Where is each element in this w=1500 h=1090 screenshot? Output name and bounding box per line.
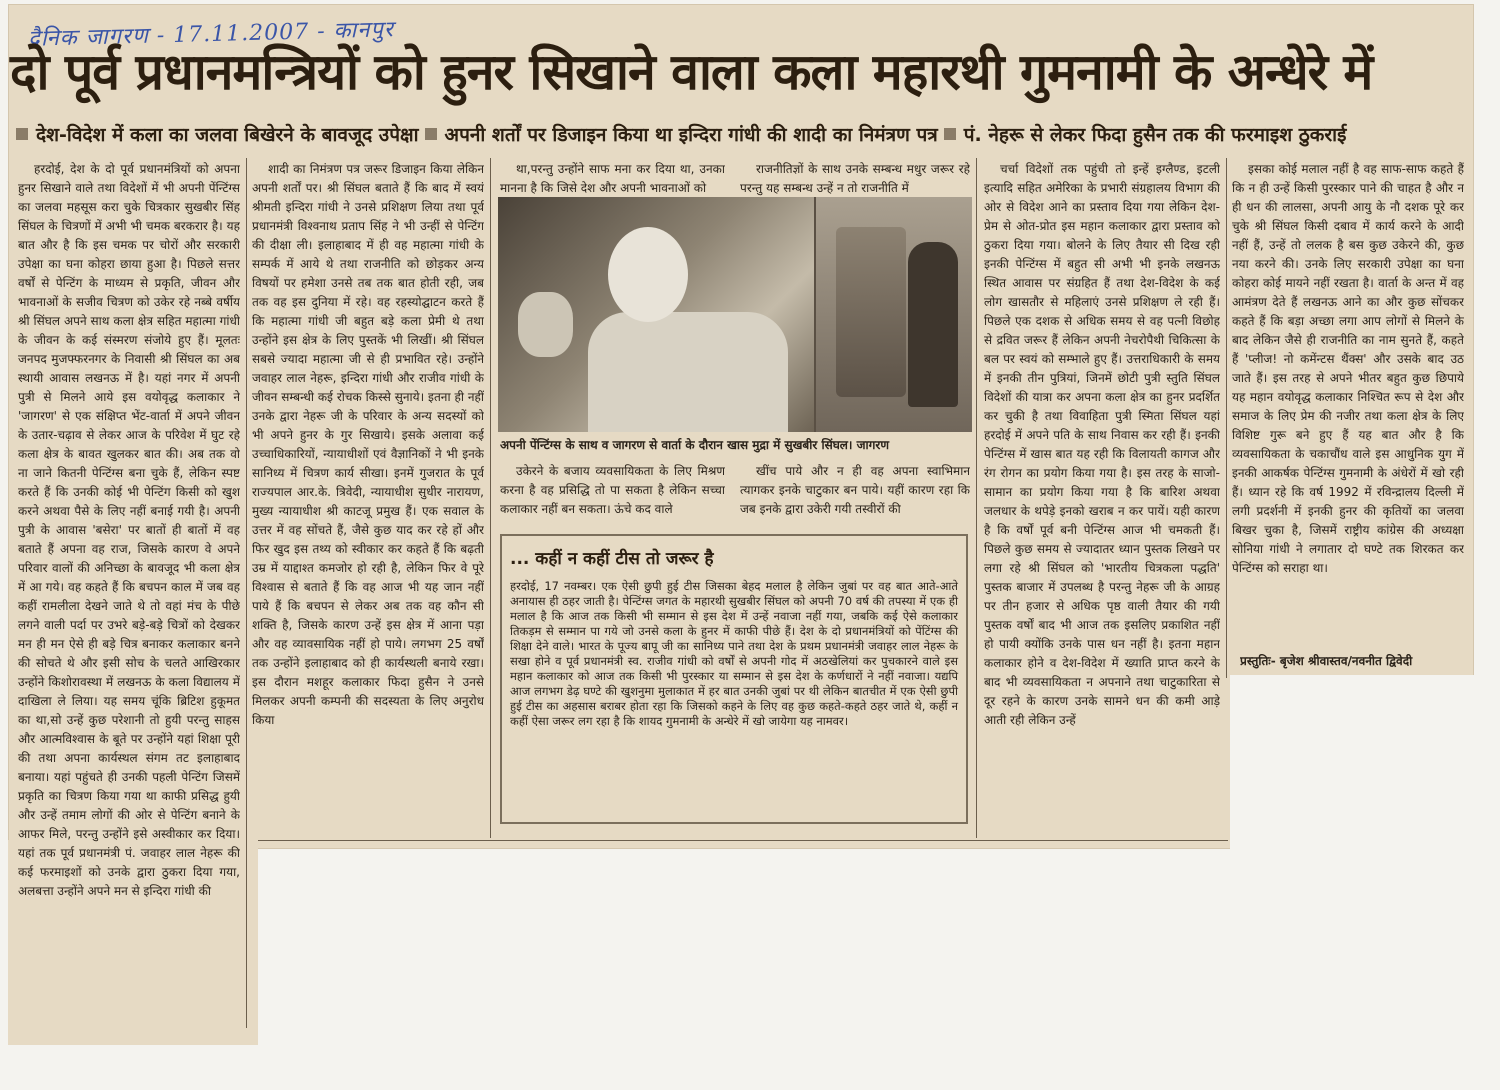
article-column-4-mid [740, 462, 970, 522]
article-column-3-mid [500, 462, 725, 522]
column-3-mid-text: उकेरने के बजाय व्यवसायिकता के लिए मिश्रण करना है वह प्रसिद्धि तो पा सकता है लेकिन सच्चा कलाकार नहीं बन सकता। ऊंचे कद वाले [500, 464, 725, 516]
column-divider [490, 158, 491, 838]
article-column-3-top [500, 160, 725, 196]
column-5-text: चर्चा विदेशों तक पहुंची तो इन्हें इग्लैण्ड, इटली इत्यादि सहित अमेरिका के प्रभारी संग्रहालय विभाग की ओर से विदेश आने का प्रस्ताव दिया गया लेकिन देश-प्रेम से ओत-प्रोत इस महान कलाकार द्वारा प्रस्ताव को ठुकरा दिया गया। बोलने के लिए तैयार सी दिख रही इनकी पेन्टिंग्स में बहुत सी अभी भी इनके लखनऊ स्थित आवास पर संग्रहित हैं तथा देश-विदेश के कई लोग खासतौर से महिलाएं उनसे प्रशिक्षण ले रही हैं। पिछले एक दशक से अधिक समय से वह पत्नी विछोह से द्रवित जरूर हैं लेकिन अपनी नेचरोपैथी चिकित्सा के बल पर स्वयं को सम्भाले हुए हैं। उत्तराधिकारी के समय में इनकी तीन पुत्रियां, जिनमें छोटी पुत्री स्तुति सिंघल विदेशों की यात्रा कर अपना कला क्षेत्र का हुनर प्रदर्शित कर चुकी है तथा विवाहिता पुत्री स्मिता सिंघल यहां हरदोई में अपने पति के साथ निवास कर रही हैं। इनकी पेन्टिंग्स में खास बात यह रही कि विलायती कागज और रंग रोगन का प्रयोग किया गया है। इस तरह के साजो-सामान का प्रयोग किया गया है कि बारिश अथवा जलधार के थपेड़े इनको खराब न कर पायें। यही कारण है कि वर्षों पूर्व बनी पेन्टिंग्स आज भी चमकती हैं। पिछले कुछ समय से ज्यादातर ध्यान पुस्तक लिखने पर लगा रहे श्री सिंघल को 'भारतीय चित्रकला पद्धति' पुस्तक बाजार में उपलब्ध है परन्तु नेहरू जी के आग्रह पर तीन हजार से अधिक पृष्ठ वाली तैयार की गयी पुस्तक वर्षों बाद भी आज तक इसलिए प्रकाशित नहीं हो पायी क्योंकि उनके पास धन नहीं है। इतना महान कलाकार होने व देश-विदेश में ख्याति प्राप्त करने के बाद भी व्यवसायिकता न अपनाने तथा चाटुकारिता से दूर रहने के कारण उनके सामने धन की कमी आड़े आती रही लेकिन उन्हें [984, 162, 1220, 727]
subline-1: देश-विदेश में कला का जलवा बिखेरने के बावजूद उपेक्षा [36, 124, 419, 146]
article-column-1 [18, 160, 240, 1030]
sidebar-box-text: हरदोई, 17 नवम्बर। एक ऐसी छुपी हुई टीस जिसका बेहद मलाल है लेकिन जुबां पर वह बात आते-आते अनायास ही ठहर जाती है। पेन्टिंग्स जगत के महारथी सुखबीर सिंघल को अपनी 70 वर्ष की तपस्या में एक ही मलाल है कि आज तक किसी भी सम्मान से इस देश में उन्हें नवाजा नहीं गया, जबकि कई ऐसे कलाकार तिकड़म से सम्मान पा गये जो उनसे कला के हुनर में काफी पीछे हैं। देश के दो प्रधानमंत्रियों को पेंटिंग्स की शिक्षा देने वाले। भारत के पूज्य बापू जी का सानिध्य पाने तथा देश के प्रथम प्रधानमंत्री जवाहर लाल नेहरू के सखा होने व पूर्व प्रधानमंत्री स्व. राजीव गांधी को वर्षों से अपनी गोद में अठखेलियां कर पुचकारने वाले इस महान कलाकार को आज तक किसी भी पुरस्कार या सम्मान से इस देश के कर्णधारों ने नहीं नवाजा। यद्यपि आज लगभग डेढ़ घण्टे की खुशनुमा मुलाकात में हर बात उनकी जुबां पर थी लेकिन बातचीत में एक ऐसी छुपी हुई टीस का अहसास बराबर होता रहा कि जिसको कहने के लिए वह कुछ कहते-कहते ठहर जाते थे, कहीं न कहीं ऐसा जरूर लग रहा है कि शायद गुमनामी के अन्धेरे में खो जायेगा यह नामवर। [510, 579, 958, 728]
article-column-2 [252, 160, 484, 830]
column-4-top-text: राजनीतिज्ञों के साथ उनके सम्बन्ध मधुर जरूर रहे परन्तु यह सम्बन्ध उन्हें न तो राजनीति में [740, 162, 970, 195]
column-6-text: इसका कोई मलाल नहीं है वह साफ-साफ कहते हैं कि न ही उन्हें किसी पुरस्कार पाने की चाहत है और न ही धन की लालसा, अपनी आयु के नौ दशक पूरे कर चुके श्री सिंघल किसी दबाव में कार्य करने के आदी नहीं हैं, उन्हें तो ललक है बस कुछ उकेरने की, कुछ नया करने की। उनके लिए सरकारी उपेक्षा का घना कोहरा कोई मायने नहीं रखता है। वार्ता के अन्त में वह आमंत्रण देते हैं लखनऊ आने का और कुछ सोंचकर कहते हैं कि बड़ा अच्छा लगा आप लोगों से मिलने के बाद लेकिन जैसे ही राजनीति का नाम सुनते हैं, कहते हैं 'प्लीज! नो कमेंन्टस थैंक्स' और उसके बाद उठ जाते हैं। इस तरह से अपने भीतर बहुत कुछ छिपाये यह महान वयोवृद्ध कलाकार निश्चित रूप से देश और समाज के लिए प्रेम की नजीर तथा कला क्षेत्र के लिए विशिष्ट गुरू बने हुए हैं यह बात और है कि व्यवसायिकता के चकाचौंध वाले इस आधुनिक युग में इनकी आकर्षक पेन्टिंग्स गुमनामी के अंधेरों में खो रही हैं। ध्यान रहे कि वर्ष 1992 में रविन्द्रालय दिल्ली में लगी प्रदर्शनी में इनकी हुनर की कृतियों का जलवा बिखर चुका है, जिसमें राष्ट्रीय कांग्रेस की अध्यक्षा सोनिया गांधी ने लगातार दो घण्टे तक शिरकत कर पेन्टिंग्स को सराहा था। [1232, 162, 1464, 575]
article-column-4-top [740, 160, 970, 196]
sidebar-box [500, 534, 968, 824]
bottom-rule [258, 840, 1228, 841]
photo-of-artist-with-paintings [498, 197, 972, 432]
bullet-square-icon [16, 128, 28, 140]
sidebar-box-title: ... कहीं न कहीं टीस तो जरूर है [510, 549, 714, 569]
cut-notch [1230, 675, 1480, 855]
column-divider [246, 158, 247, 1028]
column-divider [976, 158, 977, 838]
byline-credit: प्रस्तुतिः- बृजेश श्रीवास्तव/नवनीत द्विवेदी [1240, 654, 1413, 668]
subheadlines [10, 118, 1470, 150]
article-column-5 [984, 160, 1220, 830]
subline-3: पं. नेहरू से लेकर फिदा हुसैन तक की फरमाइश ठुकराई [963, 124, 1347, 146]
bullet-square-icon [944, 128, 956, 140]
handwritten-date-stamp: दैनिक जागरण - 17.11.2007 - कानपुर [27, 17, 395, 52]
bullet-square-icon [425, 128, 437, 140]
headline: दो पूर्व प्रधानमन्त्रियों को हुनर सिखाने वाला कला महारथी गुमनामी के अन्धेरे में [10, 43, 1373, 101]
column-4-mid-text: खींच पाये और न ही वह अपना स्वाभिमान त्यागकर इनके चाटुकार बन पाये। यहीं कारण रहा कि जब इनके द्वारा उकेरी गयी तस्वीरों की [740, 464, 970, 516]
column-divider [1226, 158, 1227, 678]
subline-2: अपनी शर्तों पर डिजाइन किया था इन्दिरा गांधी की शादी का निमंत्रण पत्र [444, 124, 938, 146]
column-1-text: हरदोई, देश के दो पूर्व प्रधानमंत्रियों को अपना हुनर सिखाने वाले तथा विदेशों में भी अपनी पेंन्टिंग्स का जलवा महसूस करा चुके चित्रकार सुखबीर सिंह सिंघल के चित्रणों में अभी भी चमक बरकरार है। यह बात और है कि इस चमक पर चोरों और सरकारी उपेक्षा का घना कोहरा छाया हुआ है। पिछले सत्तर वर्षों से पेन्टिंग के माध्यम से प्रकृति, जीवन और भावनाओं के सजीव चित्रण को उकेर रहे नब्बे वर्षीय श्री सिंघल अपने साथ कला क्षेत्र सहित महात्मा गांधी के जीवन के कई संस्मरण संजोये हुए हैं। मूलतः जनपद मुजफ्फरनगर के निवासी श्री सिंघल का अब स्थायी आवास लखनऊ में है। यहां नगर में अपनी पुत्री से मिलने आये इस वयोवृद्ध कलाकार ने 'जागरण' से एक संक्षिप्त भेंट-वार्ता में अपने जीवन के उतार-चढ़ाव से लेकर आज के परिवेश में घुट रहे कला क्षेत्र के बावत खुलकर बात की। अब तक वो ना जाने कितनी पेन्टिंग्स बना चुके हैं, लेकिन स्पष्ट करते हैं कि उनकी कोई भी पेन्टिंग किसी को खुश करने अथवा पैसे के लिए नहीं बनाई गयी है। अपनी पुत्री के आवास 'बसेरा' पर बातों ही बातों में वह बताते हैं अपना वह राज, जिसके कारण वे अपने परिवार वालों की अनिच्छा के बावजूद भी कला क्षेत्र में आ गये। वह कहते हैं कि बचपन काल में जब वह कहीं रामलीला देखने जाते थे तो वहां मंच के पीछे लगने वाली पर्दा पर उभरे बड़े-बड़े चित्रों को देखकर मन ही मन ऐसे ही बड़े चित्र बनाकर कलाकार बनने की सोचते थे और इसी सोच के चलते आखिरकार उन्होंने किशोरावस्था में लखनऊ के कला विद्यालय में दाखिला ले लिया। यह समय चूंकि ब्रिटिश हुकूमत का था,सो उन्हें कुछ परेशानी तो हुयी परन्तु साहस और आत्मविश्वास के बूते पर उन्होंने यहां शिक्षा पूरी की तथा अपना कार्यस्थल संगम तट इलाहाबाद बनाया। यहां पहुंचते ही उनकी पहली पेन्टिंग जिसमें प्रकृति का चित्रण किया गया था काफी प्रसिद्ध हुयी और उन्हें तमाम लोगों की ओर से पेन्टिंग बनाने के आफर मिले, परन्तु उन्होंने इसे अस्वीकार कर दिया। यहां तक पूर्व प्रधानमंत्री पं. जवाहर लाल नेहरू की कई फरमाइशों को उनके द्वारा ठुकरा दिया गया, अलबत्ता उन्होंने अपने मन से इन्दिरा गांधी की [18, 162, 240, 898]
column-2-text: शादी का निमंत्रण पत्र जरूर डिजाइन किया लेकिन अपनी शर्तों पर। श्री सिंघल बताते हैं कि बाद में स्वयं श्रीमती इन्दिरा गांधी ने उनसे प्रशिक्षण लिया तथा पूर्व प्रधानमंत्री विश्वनाथ प्रताप सिंह ने भी उन्हीं से पेन्टिंग की दीक्षा ली। इलाहाबाद में ही वह महात्मा गांधी के सम्पर्क में आये थे तथा राजनीति को छोड़कर अन्य विषयों पर हमेशा उनसे तब तक बात होती रही, जब तक वह इस दुनिया में रहे। वह रहस्योद्घाटन करते हैं कि महात्मा गांधी जी बहुत बड़े कला प्रेमी थे तथा उन्होंने इस क्षेत्र के लिए पुस्तकें भी लिखीं। श्री सिंघल सबसे ज्यादा महात्मा जी से ही प्रभावित रहे। उन्होंने जवाहर लाल नेहरू, इन्दिरा गांधी और राजीव गांधी के जीवन सम्बन्धी कई रोचक किस्से सुनाये। इतना ही नहीं उनके द्वारा नेहरू जी के परिवार के अन्य सदस्यों को भी अपने हुनर के गुर सिखाये। इसके अलावा कई उच्चाधिकारियों, न्यायाधीशों एवं वैज्ञानिकों ने भी इनके सानिध्य में चित्रण कार्य सीखा। इनमें गुजरात के पूर्व राज्यपाल आर.के. त्रिवेदी, न्यायाधीश सुधीर नारायण, मुख्य न्यायाधीश श्री काटजू प्रमुख हैं। एक सवाल के उत्तर में वह सोंचते हैं, जैसे कुछ याद कर रहे हों और फिर खुद इस तथ्य को स्वीकार कर कहते हैं कि बढ़ती उम्र में याद्दाश्त कमजोर हो रही है, लेकिन फिर वे पूरे विश्वास से बताते हैं कि वह आज भी यह जान नहीं पाये हैं कि बचपन से लेकर अब तक वह कौन सी शक्ति है, जिसके कारण उन्हें इस क्षेत्र में आना पड़ा और वह व्यावसायिक नहीं हो पाये। लगभग 25 वर्षों तक उन्होंने इलाहाबाद को ही कार्यस्थली बनाये रखा। इस दौरान मशहूर कलाकार फिदा हुसैन ने उनसे मिलकर अपनी कम्पनी की सदस्यता के लिए अनुरोध किया [252, 162, 484, 727]
photo-caption: अपनी पेंन्टिंग्स के साथ व जागरण से वार्ता के दौरान खास मुद्रा में सुखबीर सिंघल। जागरण [500, 438, 889, 452]
article-column-6 [1232, 160, 1464, 650]
column-3-top-text: था,परन्तु उन्होंने साफ मना कर दिया था, उनका मानना है कि जिसे देश और अपनी भावनाओं को [500, 162, 725, 195]
